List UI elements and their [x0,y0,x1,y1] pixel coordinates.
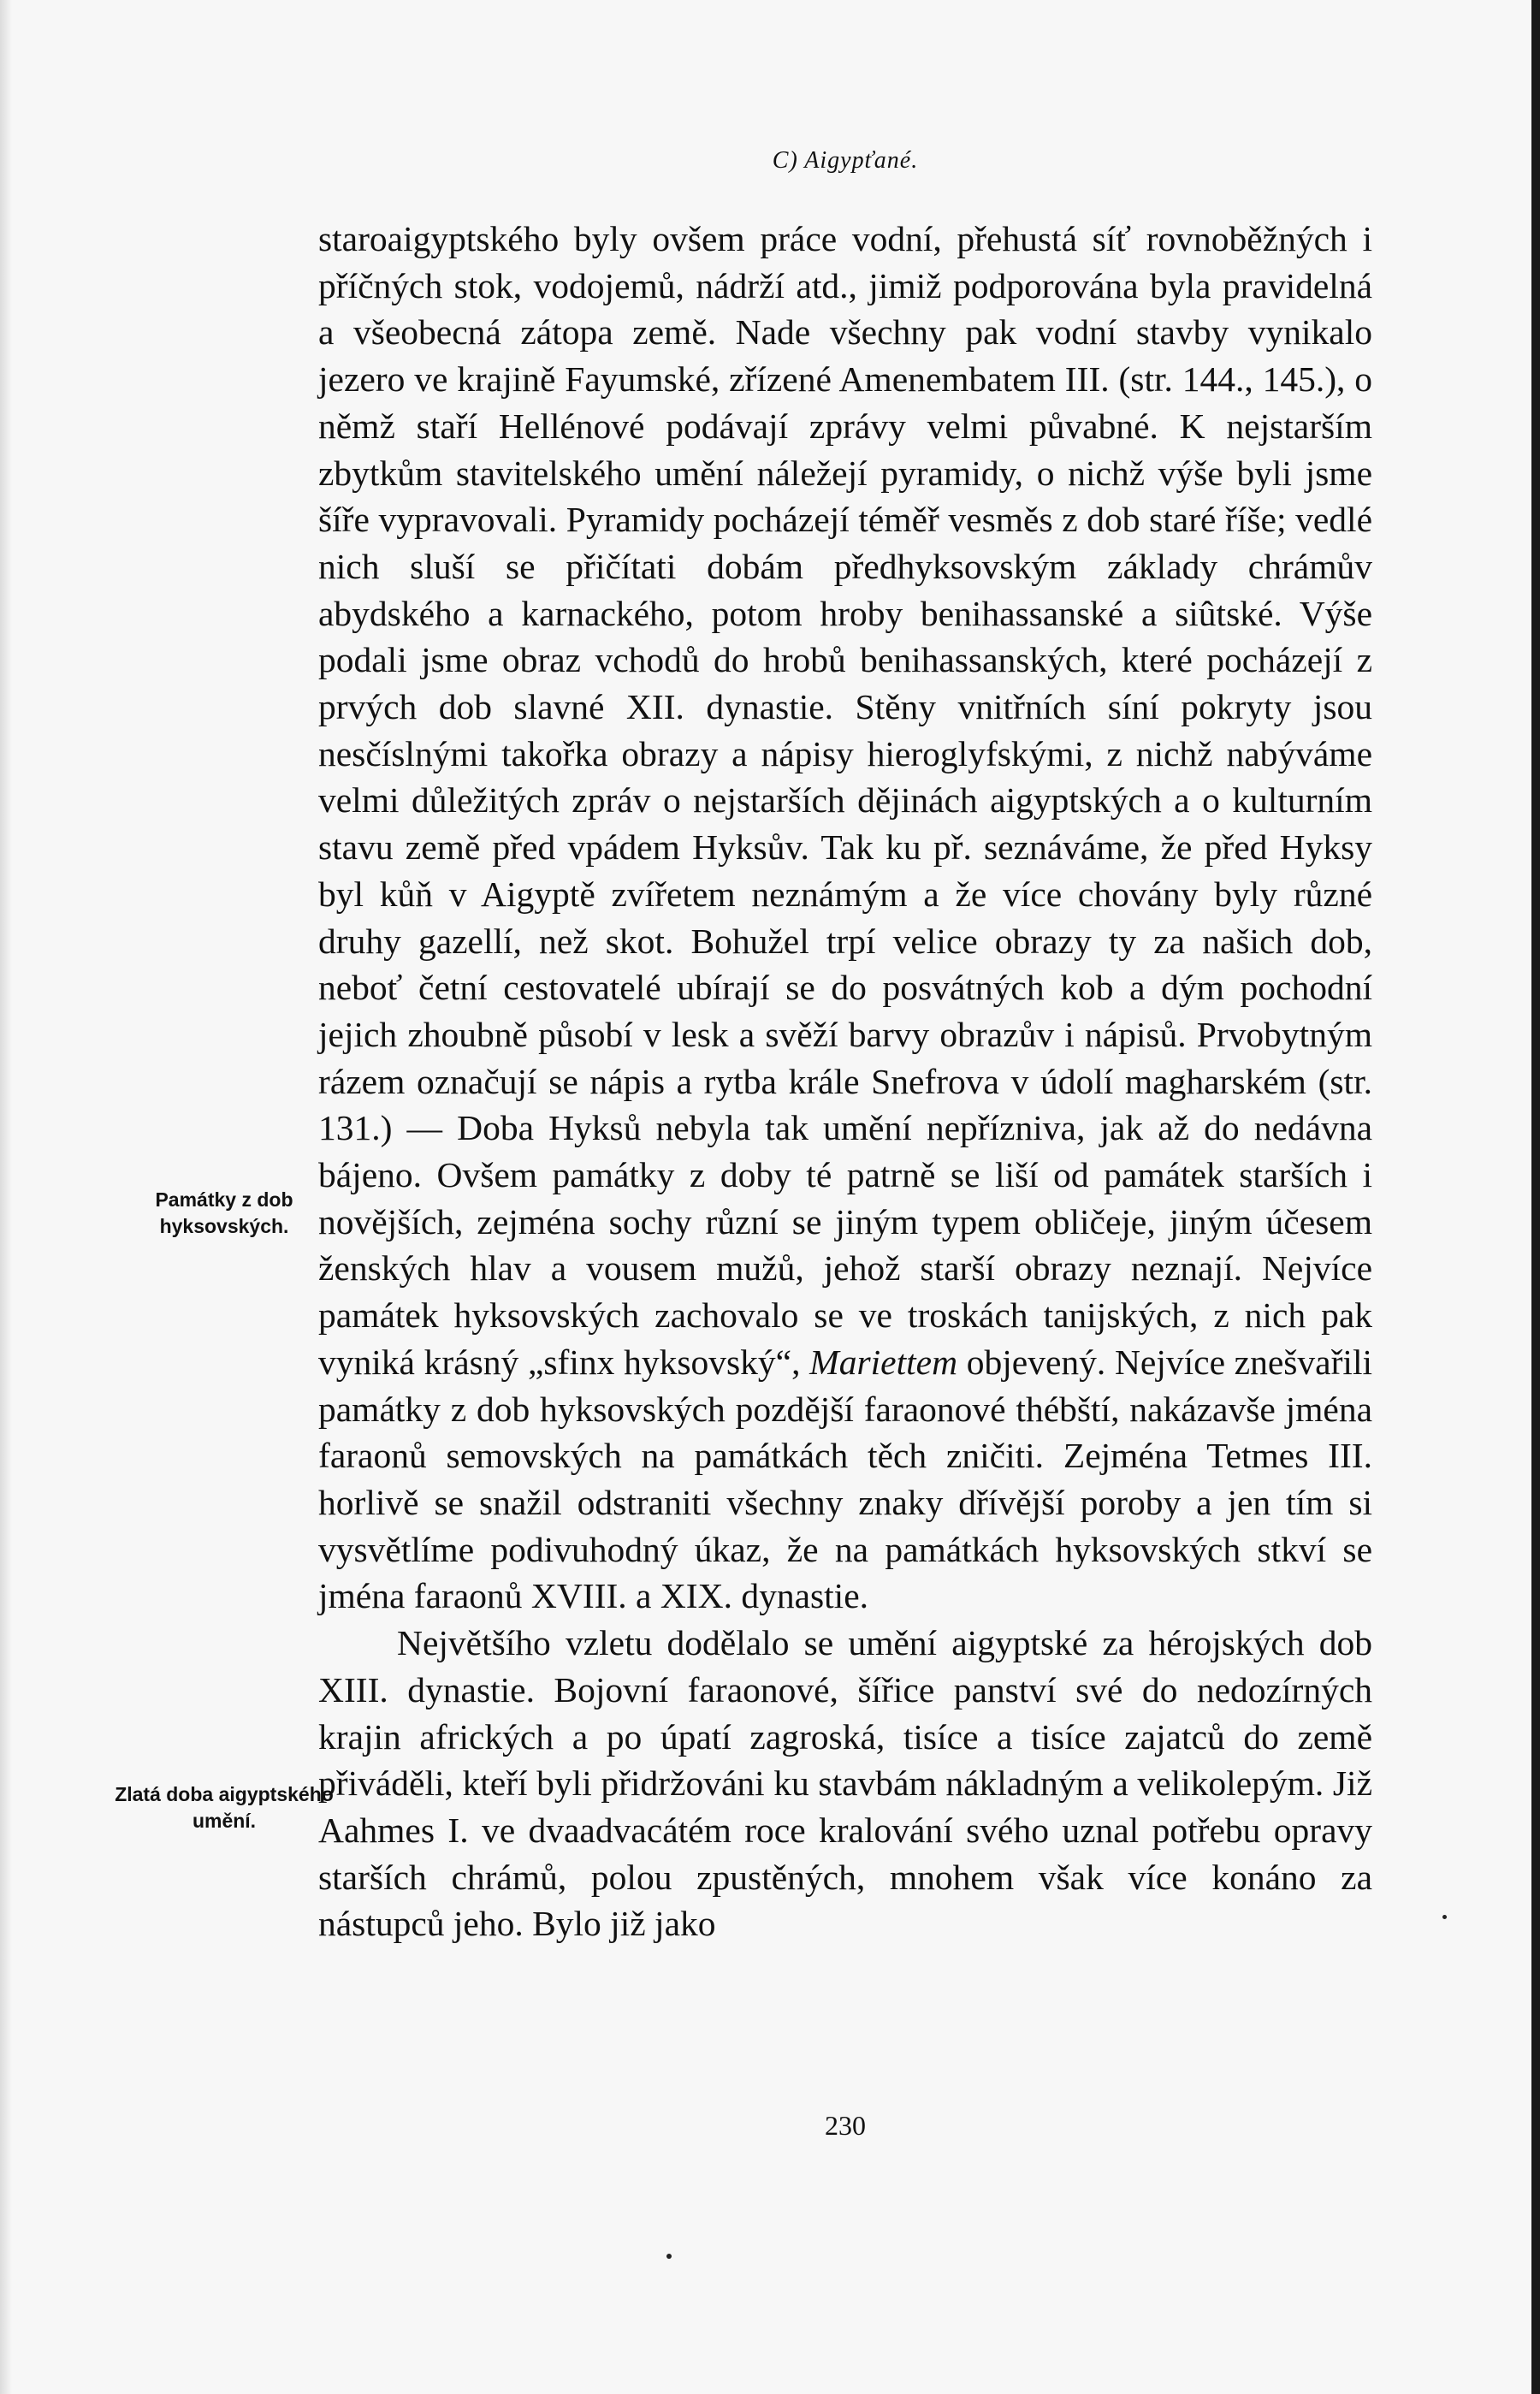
paragraph-2: Největšího vzletu dodělalo se umění aigyptské za hérojských dob XIII. dynastie. Bojovní faraonové, šířice panství své do nedozírných krajin afrických a po úpatí zagroská, tisíce a tisíce zajatců do země přiváděli, kteří byli přidržováni ku stavbám nákladným a velikolepým. Již Aahmes I. ve dvaadvacátém roce kralování svého uznal potřebu opravy starších chrámů, polou zpustěných, mnohem však více konáno za nástupců jeho. Bylo již jako [318,1623,1372,1944]
paragraph-1-end: objevený. Nejvíce znešvařili památky z dob hyksovských pozdější faraonové thébští, nakázavše jména faraonů semovských na památkách těch zničiti. Zejména Tetmes III. horlivě se snažil odstraniti všechny znaky dřívější poroby a jen tím si vysvětlíme podivuhodný úkaz, že na památkách hyksovských stkví se jména faraonů XVIII. a XIX. dynastie. [318,1342,1373,1616]
scan-left-shadow [0,0,12,2394]
paragraph-1 [318,216,1372,1620]
margin-note-hyksos-monuments: Památky z dob hyksovských. [155,1188,293,1237]
body-text [318,216,1372,1947]
paragraph-1-italic-name: Mariettem [809,1342,958,1382]
scan-speck [666,2254,672,2259]
page-number: 230 [825,2110,866,2141]
paragraph-1-text: staroaigyptského byly ovšem práce vodní, přehustá síť rovnoběžných i příčných stok, vodojemů, nádrží atd., jimiž podporována byla pravidelná a všeobecná zátopa země. Nade všechny pak vodní stavby vynikalo jezero ve krajině Fayumské, zřízené Amenembatem III. (str. 144., 145.), o němž staří Hellénové podávají zprávy velmi půvabné. K nejstarším zbytkům stavitelského umění náležejí pyramidy, o nichž výše byli jsme šíře vypravovali. Pyramidy pocházejí téměř vesměs z dob staré říše; vedlé nich sluší se přičítati dobám předhyksovským základy chrámův abydského a karnackého, potom hroby benihassanské a siûtské. Výše podali jsme obraz vchodů do hrobů benihassanských, které pocházejí z prvých dob slavné XII. dynastie. Stěny vnitřních síní pokryty jsou nesčíslnými takořka obrazy a nápisy hieroglyfskými, z nichž nabýváme velmi důležitých zpráv o nejstarších dějinách aigyptských a o kulturním stavu země před vpádem Hyksův. Tak ku př. seznáváme, že před Hyksy byl kůň v Aigyptě zvířetem neznámým a že více chovány byly různé druhy gazellí, než skot. Bohužel trpí velice obrazy ty za našich dob, neboť četní cestovatelé ubírají se do posvátných kob a dým pochodní jejich zhoubně působí v lesk a svěží barvy obrazův i nápisů. Prvobytným rázem označují se nápis a rytba krále Snefrova v údolí magharském (str. 131.) — Doba Hyksů nebyla tak umění nepřízniva, jak až do nedávna bájeno. Ovšem památky z doby té patrně se liší od památek starších i novějších, zejména sochy různí se jiným typem obličeje, jiným účesem ženských hlav a vousem mužů, jehož starší obrazy neznají. Nejvíce památek hyksovských zachovalo se ve troskách tanijských, z nich pak vyniká krásný „sfinx hyksovský“, [318,219,1372,1382]
scan-right-edge [1531,0,1540,2394]
margin-note-golden-age: Zlatá doba aigyptského umění. [115,1783,334,1832]
running-head: C) Aigypťané. [772,147,919,174]
scan-speck [1442,1915,1447,1919]
